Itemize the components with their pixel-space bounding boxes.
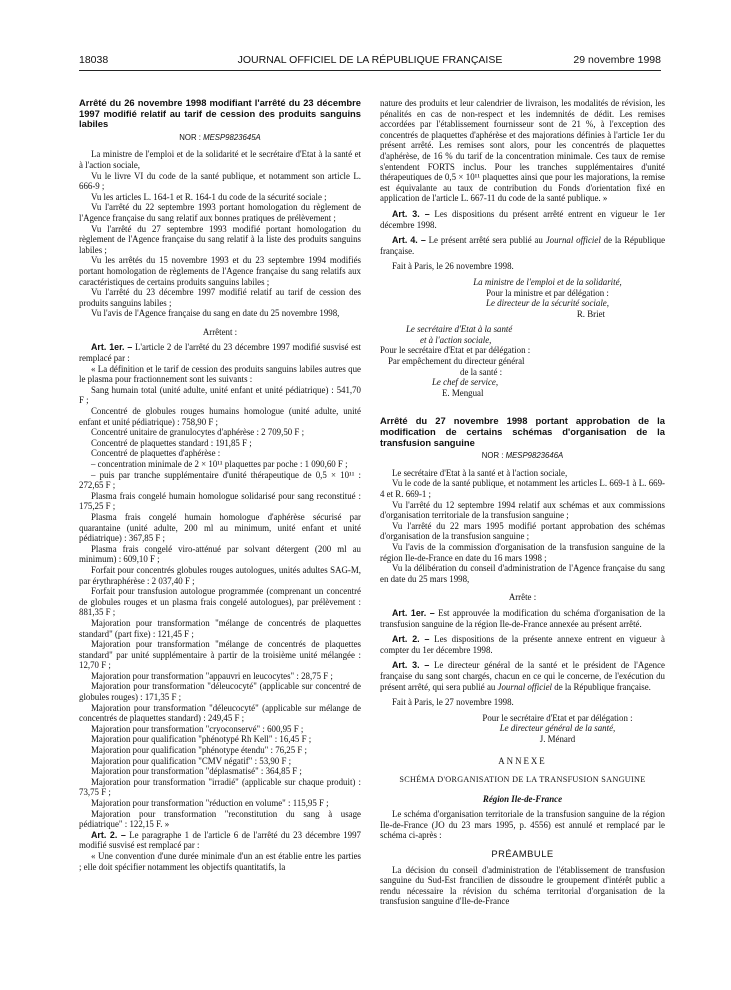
b-article-2-label: Art. 2. – (392, 634, 430, 645)
tariff-item: Plasma frais congelé humain homologue d'aphérèse sécurisé par quarantaine (unité adulte, 200 ml au minimum, unité enfant et unité pédiatrique) : 367,85 F ; (79, 511, 361, 544)
nor-code: MESP9823645A (203, 132, 261, 142)
fait-a-paris-2: Fait à Paris, le 27 novembre 1998. (392, 697, 514, 708)
nor-reference (79, 133, 361, 144)
tariff-item: Majoration pour transformation "appauvri en leucocytes" : 28,75 F ; (91, 670, 333, 681)
intro-paragraph: Vu les articles L. 164-1 et R. 164-1 du code de la sécurité sociale ; (91, 191, 327, 202)
signature-block-1 (380, 277, 665, 319)
signature-block-3 (380, 713, 665, 745)
tariff-item: Forfait pour concentrés globules rouges autologues, unités adultes SAG-M, par érythraphérèse : 2 037,40 F ; (79, 564, 361, 586)
tariff-item: – puis par tranche supplémentaire d'unité thérapeutique de 0,5 × 10¹¹ : 272,65 F ; (79, 469, 361, 491)
signatory-name: J. Ménard (539, 733, 576, 744)
intro-2-paragraph: Vu l'arrêté du 22 mars 1995 modifié portant approbation des schémas d'organisation de la transfusion sanguine ; (380, 520, 665, 542)
tariff-item: Majoration pour transformation "irradié" (applicable sur chaque produit) : 73,75 F ; (79, 776, 361, 798)
right-column (380, 98, 665, 907)
article-4-post: de la République française. (380, 235, 666, 256)
article-4-pre: Le présent arrêté sera publié au (428, 235, 546, 246)
tariff-item: Concentré de plaquettes d'aphérèse : (91, 448, 221, 459)
decree-2-title: Arrêté du 27 novembre 1998 portant approbation de la modification de certains schémas d'organisation de la transfusion sanguine (380, 415, 665, 448)
signature-line: de la santé : (460, 366, 503, 377)
issue-date: 29 novembre 1998 (573, 54, 661, 66)
signature-line: Le directeur de la sécurité sociale, (486, 298, 609, 309)
article-1-text: L'article 2 de l'arrêté du 23 décembre 1997 modifié susvisé est remplacé par : (79, 342, 362, 364)
tariff-item: Majoration pour transformation "cryoconservé" : 600,95 F ; (91, 723, 304, 734)
article-1-quote: « La définition et le tarif de cession des produits sanguins labiles autres que le plasma pour fractionnement sont les suivants : (79, 363, 361, 385)
intro-2-paragraph: Vu le code de la santé publique, et notamment les articles L. 669-1 à L. 669-4 et R. 669-1 ; (380, 478, 665, 499)
intro-2-paragraph: Le secrétaire d'Etat à la santé et à l'action sociale, (392, 467, 568, 478)
tariff-item: Majoration pour transformation "déleucocyté" (applicable sur concentré de globules rouges) : 171,35 F ; (79, 681, 361, 703)
intro-2-paragraph: Vu la délibération du conseil d'administration de l'Agence française du sang en date du 25 mars 1998, (380, 563, 665, 584)
b-article-2 (380, 634, 665, 655)
intro-paragraph: Vu l'arrêté du 27 septembre 1993 modifié portant homologation du règlement de l'Agence française du sang relatif à la liste des produits sanguins labiles ; (79, 223, 361, 255)
tariff-item: Concentré unitaire de granulocytes d'aphérèse : 2 709,50 F ; (91, 427, 305, 438)
schema-heading: SCHÉMA D'ORGANISATION DE LA TRANSFUSION SANGUINE (399, 775, 646, 785)
intro-paragraph: Vu le livre VI du code de la santé publique, et notamment son article L. 666-9 ; (79, 170, 361, 192)
article-3-text: Les dispositions du présent arrêté entrent en vigueur le 1er décembre 1998. (380, 208, 666, 230)
nor-2-code: MESP9823646A (505, 451, 564, 461)
article-2-label: Art. 2. – (91, 829, 126, 840)
nor-2-reference (380, 451, 665, 462)
signature-line: Le chef de service, (432, 377, 499, 388)
tariff-item: Sang humain total (unité adulte, unité enfant et unité pédiatrique) : 541,70 F ; (79, 384, 361, 406)
article-1-label: Art. 1er. – (91, 342, 133, 353)
intro-paragraph: La ministre de l'emploi et de la solidarité et le secrétaire d'Etat à la santé et à l'action sociale, (79, 149, 361, 170)
b-article-1-label: Art. 1er. – (392, 607, 435, 618)
nor-2-label: NOR : (481, 451, 506, 461)
continuation-paragraph: nature des produits et leur calendrier de livraison, les modalités de révision, les pénalités en cas de non-respect et les indemnités de dédit. Les remises accordées par l'établissement fournisseur sont de 21 %, à l'exception des concentrés de plaquettes d'aphérèse et des majorations définies à l'article 1er du présent arrêté. Les remises sont alors, pour les concentrés de plaquettes d'aphérèse, de 16 % du tarif de la concentration minimale. Ces taux de remise s'entendent FORTS inclus. Pour les tranches supplémentaires d'unité thérapeutiques de 0,5 × 10¹¹ plaquettes ainsi que pour les majorations, la remise est équivalante au taux de contribution du Fonds d'orientation fixé en application de l'article L. 667-11 du code de la santé publique. » (380, 98, 665, 204)
page-number: 18038 (79, 54, 109, 66)
tariff-item: Majoration pour transformation "déplasmatisé" : 364,85 F ; (91, 766, 302, 777)
page-header (79, 54, 661, 68)
header-rule (79, 70, 661, 71)
b-article-2-text: Les dispositions de la présente annexe entrent en vigueur à compter du 1er décembre 1998. (380, 634, 665, 655)
b-article-3-post: de la République française. (552, 681, 651, 692)
article-1 (79, 342, 361, 363)
b-article-3-jo: Journal officiel (497, 681, 553, 692)
signatory-name: R. Briet (576, 308, 605, 319)
fait-a-paris: Fait à Paris, le 26 novembre 1998. (392, 261, 514, 272)
preambule-paragraph: La décision du conseil d'administration de l'établissement de transfusion sanguine du Sud-Est francilien de dissoudre le groupement d'intérêt public a rendu nécessaire la révision du schéma territorial d'organisation de la transfusion sanguine d'Ile-de-France (380, 864, 665, 907)
signature-line: Le secrétaire d'Etat à la santé (406, 324, 513, 335)
b-article-3-label: Art. 3. – (392, 660, 430, 671)
b-article-3-pre: Le directeur général de la santé et le président de l'Agence française du sang sont chargés, chacun en ce qui le concerne, de l'exécution du présent arrêté, qui sera publié au (380, 660, 665, 692)
signature-line: La ministre de l'emploi et de la solidarité, (473, 276, 622, 287)
tariff-item: Plasma frais congelé humain homologue solidarisé pour sang reconstitué : 175,25 F ; (79, 490, 361, 512)
tariff-item: Majoration pour qualification "phénotype étendu" : 76,25 F ; (91, 745, 308, 756)
nor-label: NOR : (179, 132, 204, 142)
signature-line: Par empêchement du directeur général (388, 356, 525, 367)
tariff-item: Forfait pour transfusion autologue programmée (comprenant un concentré de globules rouges et un plasma frais congelé autologues), par prélèvement : 881,35 F ; (79, 586, 361, 618)
tariff-item: Concentré de globules rouges humains homologue (unité adulte, unité enfant et unité pédiatrique) : 758,90 F ; (79, 406, 361, 427)
b-article-3 (380, 660, 665, 692)
tariff-item: Plasma frais congelé viro-atténué par solvant détergent (200 ml au minimum) : 609,10 F ; (79, 543, 361, 565)
intro-2-paragraph: Vu l'avis de la commission d'organisation de la transfusion sanguine de la région Ile-de-France en date du 16 mars 1998 ; (380, 541, 665, 563)
intro-paragraph: Vu les arrêtés du 15 novembre 1993 et du 23 septembre 1994 modifiés portant homologation de règlements de l'Agence française du sang relatifs aux caractéristiques de certains produits sanguins labiles ; (79, 255, 361, 287)
tariff-item: Majoration pour transformation "reconstitution du sang à usage pédiatrique" : 122,15 F. » (79, 808, 361, 830)
b-article-1 (380, 608, 665, 629)
signature-block-2 (380, 324, 665, 398)
arretent-heading: Arrêtent : (202, 326, 238, 337)
tariff-item: Concentré de plaquettes standard : 191,85 F ; (91, 437, 252, 448)
tariff-item: Majoration pour qualification "CMV négatif" : 53,90 F ; (91, 755, 292, 766)
signature-line: et à l'action sociale, (420, 334, 492, 345)
arrete-heading: Arrête : (508, 592, 537, 603)
article-3 (380, 209, 665, 230)
signature-line: Pour le secrétaire d'Etat et par délégation : (482, 712, 633, 723)
preambule-heading: PRÉAMBULE (491, 848, 554, 860)
decree-title: Arrêté du 26 novembre 1998 modifiant l'arrêté du 23 décembre 1997 modifié relatif au tarif de cession des produits sanguins labiles (79, 97, 361, 130)
tariff-item: Majoration pour transformation "mélange de concentrés de plaquettes standard" (part fixe) : 121,45 F ; (79, 617, 361, 639)
intro-2-paragraph: Vu l'arrêté du 12 septembre 1994 relatif aux schémas et aux commissions d'organisation territoriale de la transfusion sanguine ; (380, 499, 665, 521)
tariff-item: Majoration pour qualification "phénotypé Rh Kell" : 16,45 F ; (91, 734, 312, 745)
signature-line: Pour la ministre et par délégation : (486, 287, 609, 298)
intro-paragraph: Vu l'arrêté du 23 décembre 1997 modifié relatif au tarif de cession des produits sanguins labiles ; (79, 287, 361, 308)
tariff-item: Majoration pour transformation "mélange de concentrés de plaquettes standard" par unité supplémentaire à partir de la troisième unité mélangée : 12,70 F ; (79, 639, 361, 671)
tariff-item: Majoration pour transformation "déleucocyté" (applicable sur mélange de concentrés de plaquettes standard) : 249,45 F ; (79, 702, 361, 724)
signature-line: Pour le secrétaire d'Etat et par délégation : (380, 345, 531, 356)
journal-title: JOURNAL OFFICIEL DE LA RÉPUBLIQUE FRANÇAISE (237, 54, 503, 66)
intro-paragraph: Vu l'avis de l'Agence française du sang en date du 25 novembre 1998, (91, 308, 340, 319)
region-heading: Région Ile-de-France (482, 793, 563, 804)
left-column (79, 98, 361, 872)
article-2 (79, 830, 361, 851)
article-4-label: Art. 4. – (392, 235, 426, 246)
article-4 (380, 235, 665, 256)
article-4-jo: Journal officiel (545, 235, 601, 246)
tariff-item: Majoration pour transformation "réduction en volume" : 115,95 F ; (91, 798, 329, 808)
annexe-heading: ANNEXE (498, 756, 547, 767)
article-2-text: Le paragraphe 1 de l'article 6 de l'arrêté du 23 décembre 1997 modifié susvisé est remplacé par : (79, 829, 361, 851)
signature-line: Le directeur général de la santé, (499, 723, 616, 734)
article-3-label: Art. 3. – (392, 208, 430, 219)
signatory-name: E. Mengual (442, 387, 484, 398)
article-2-quote: « Une convention d'une durée minimale d'un an est établie entre les parties ; elle doit spécifier notamment les objectifs quantitatifs, la (79, 850, 361, 872)
b-article-1-text: Est approuvée la modification du schéma d'organisation de la transfusion sanguine de la région Ile-de-France annexée au présent arrêté. (380, 607, 666, 629)
region-paragraph: Le schéma d'organisation territoriale de la transfusion sanguine de la région Ile-de-France (JO du 23 mars 1995, p. 4556) est annulé et remplacé par le schéma ci-après : (380, 809, 665, 841)
intro-paragraph: Vu l'arrêté du 22 septembre 1993 portant homologation du règlement de l'Agence française du sang relatif aux bonnes pratiques de prélèvement ; (79, 202, 361, 223)
tariff-item: – concentration minimale de 2 × 10¹¹ plaquettes par poche : 1 090,60 F ; (91, 459, 348, 469)
